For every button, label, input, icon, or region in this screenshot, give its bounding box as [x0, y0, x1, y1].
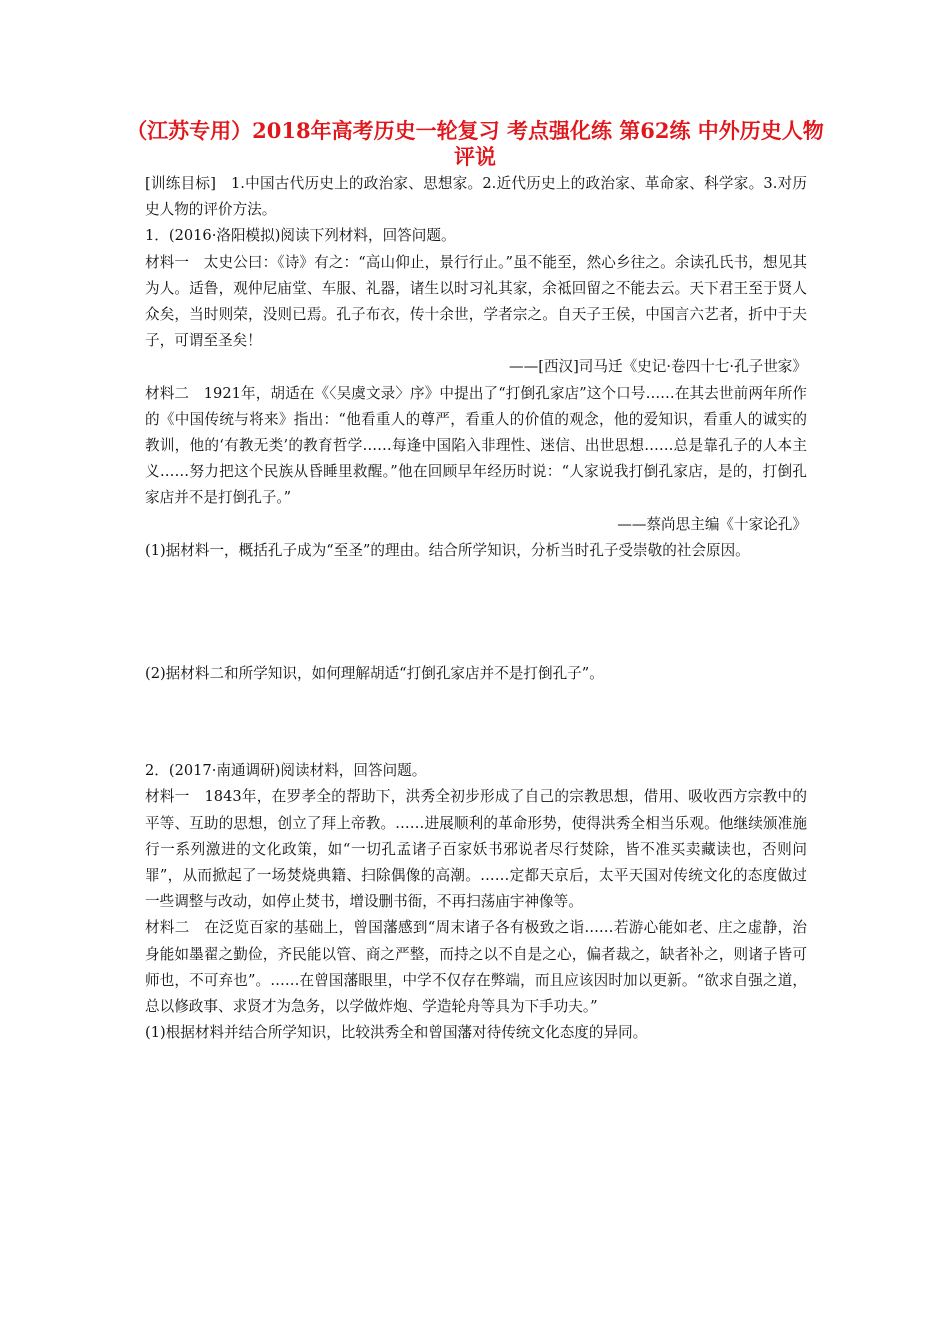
training-goals: [训练目标] 1.中国古代历史上的政治家、思想家。2.近代历史上的政治家、革命家、科学家。3.对历史人物的评价方法。: [145, 175, 807, 219]
document-title: （江苏专用）2018年高考历史一轮复习 考点强化练 第62练 中外历史人物评说: [126, 118, 824, 169]
q2-material-2: 材料二 在泛览百家的基础上，曾国藩感到“周末诸子各有极致之诣……若游心能如老、庄之虚静，治身能如墨翟之勤俭，齐民能以管、商之严整，而持之以不自是之心，偏者裁之，缺者补之，则诸子皆可师也，不可弃也”。……在曾国藩眼里，中学不仅存在弊端，而且应该因时加以更新。“欲求自强之道，总以修政事、求贤才为急务，以学做炸炮、学造轮舟等具为下手功夫。”: [145, 919, 807, 1016]
q1-material-1: 材料一 太史公曰：《诗》有之：“高山仰止，景行行止。”虽不能至，然心乡往之。余读孔氏书，想见其为人。适鲁，观仲尼庙堂、车服、礼器，诸生以时习礼其家，余祗回留之不能去云。天下君王至于贤人众矣，当时则荣，没则已焉。孔子布衣，传十余世，学者宗之。自天子王侯，中国言六艺者，折中于夫子，可谓至圣矣！: [145, 253, 807, 350]
q1-subquestion-2: (2)据材料二和所学知识，如何理解胡适“打倒孔家店并不是打倒孔子”。: [145, 665, 604, 683]
q2-subquestion-1: (1)根据材料并结合所学知识，比较洪秀全和曾国藩对待传统文化态度的异同。: [145, 1024, 648, 1042]
question-2-heading: 2．(2017·南通调研)阅读材料，回答问题。: [145, 762, 427, 780]
document-body: [145, 171, 807, 1046]
q1-material-2: 材料二 1921年，胡适在《〈吴虞文录〉序》中提出了“打倒孔家店”这个口号……在其去世前两年所作的《中国传统与将来》指出：“他看重人的尊严，看重人的价值的观念，他的爱知识，看重人的诚实的教训，他的‘有教无类’的教育哲学……每逢中国陷入非理性、迷信、出世思想……总是靠孔子的人本主义……努力把这个民族从昏睡里救醒。”他在回顾早年经历时说：“人家说我打倒孔家店，是的，打倒孔家店并不是打倒孔子。”: [145, 384, 807, 507]
q1-subquestion-1: (1)据材料一，概括孔子成为“至圣”的理由。结合所学知识，分析当时孔子受崇敬的社会原因。: [145, 541, 750, 559]
q2-material-1: 材料一 1843年，在罗孝全的帮助下，洪秀全初步形成了自己的宗教思想，借用、吸收西方宗教中的平等、互助的思想，创立了拜上帝教。……进展顺利的革命形势，使得洪秀全相当乐观。他继续颁准施行一系列激进的文化政策，如“一切孔孟诸子百家妖书邪说者尽行焚除，皆不准买卖藏读也，否则问罪”，从而掀起了一场焚烧典籍、扫除偶像的高潮。……定都天京后，太平天国对传统文化的态度做过一些调整与改动，如停止焚书，增设删书衙，不再扫荡庙宇神像等。: [145, 788, 807, 911]
question-1-heading: 1．(2016·洛阳模拟)阅读下列材料，回答问题。: [145, 227, 456, 245]
q1-material-2-source: ——蔡尚思主编《十家论孔》: [617, 515, 807, 533]
answer-space-2: [145, 687, 807, 758]
answer-space-1: [145, 564, 807, 661]
q1-material-1-source: ——[西汉]司马迁《史记·卷四十七·孔子世家》: [509, 358, 807, 376]
